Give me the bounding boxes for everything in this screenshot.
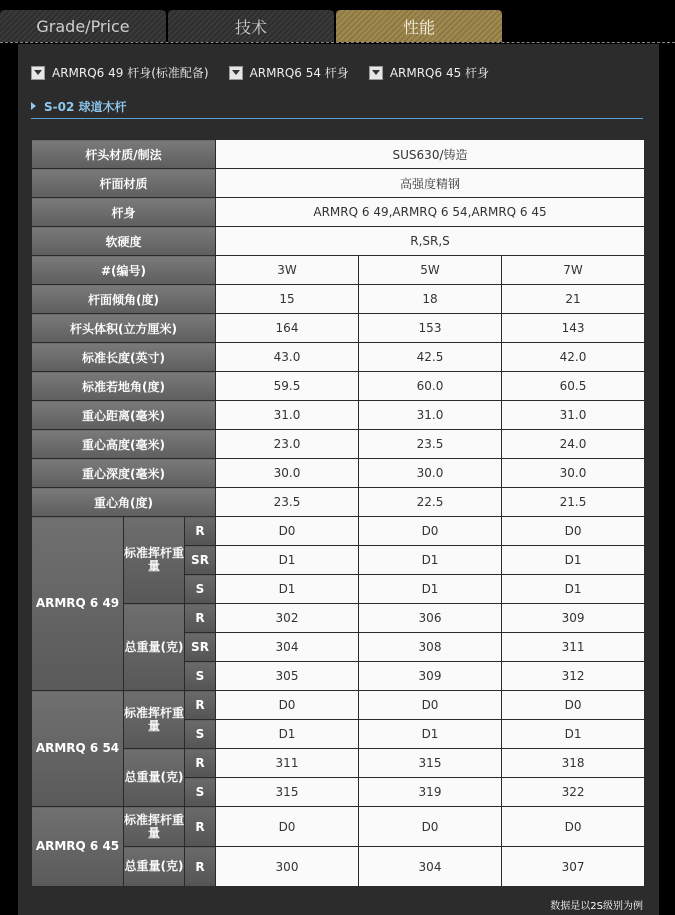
cell-value: 24.0 xyxy=(502,430,645,459)
cell-value: D0 xyxy=(502,691,645,720)
flex-label: R xyxy=(185,807,216,847)
cell-value: 31.0 xyxy=(502,401,645,430)
flex-label: R xyxy=(185,691,216,720)
cell-value: D1 xyxy=(216,575,359,604)
cell-value: 23.0 xyxy=(216,430,359,459)
cell-value: 7W xyxy=(502,256,645,285)
table-row xyxy=(32,140,645,169)
row-label: 重心距离(毫米) xyxy=(32,401,216,430)
tab-divider xyxy=(0,42,675,43)
cell-value: 60.5 xyxy=(502,372,645,401)
tab-grade-price[interactable]: Grade/Price xyxy=(0,10,166,42)
cell-value: 302 xyxy=(216,604,359,633)
tab-bar xyxy=(0,0,675,44)
table-row xyxy=(32,847,645,887)
flex-label: SR xyxy=(185,633,216,662)
cell-value: 311 xyxy=(216,749,359,778)
row-label: 重心深度(毫米) xyxy=(32,459,216,488)
cell-value: 309 xyxy=(502,604,645,633)
flex-label: S xyxy=(185,778,216,807)
cell-value: 42.0 xyxy=(502,343,645,372)
row-value: R,SR,S xyxy=(216,227,645,256)
cell-value: 60.0 xyxy=(359,372,502,401)
row-label: 标准若地角(度) xyxy=(32,372,216,401)
flex-label: R xyxy=(185,604,216,633)
cell-value: 30.0 xyxy=(502,459,645,488)
table-row xyxy=(32,401,645,430)
footnote: 数据是以2S级别为例 xyxy=(550,901,643,912)
cell-value: D1 xyxy=(359,575,502,604)
group-label-armrq6-45: ARMRQ 6 45 xyxy=(32,807,124,887)
cell-value: 153 xyxy=(359,314,502,343)
cell-value: 30.0 xyxy=(359,459,502,488)
table-row xyxy=(32,314,645,343)
dropdown-checkbox-icon[interactable] xyxy=(31,66,45,80)
cell-value: D1 xyxy=(216,720,359,749)
table-row xyxy=(32,198,645,227)
cell-value: 42.5 xyxy=(359,343,502,372)
cell-value: 23.5 xyxy=(359,430,502,459)
table-row xyxy=(32,169,645,198)
cell-value: 22.5 xyxy=(359,488,502,517)
row-label: 软硬度 xyxy=(32,227,216,256)
row-label: 重心高度(毫米) xyxy=(32,430,216,459)
cell-value: 305 xyxy=(216,662,359,691)
cell-value: D0 xyxy=(216,807,359,847)
cell-value: 31.0 xyxy=(359,401,502,430)
filter-armrq6-54[interactable] xyxy=(229,64,349,81)
spec-table xyxy=(31,139,645,887)
row-value: SUS630/铸造 xyxy=(216,140,645,169)
tab-technology[interactable]: 技术 xyxy=(168,10,334,42)
cell-value: 312 xyxy=(502,662,645,691)
cell-value: 304 xyxy=(359,847,502,887)
filter-label: ARMRQ6 54 杆身 xyxy=(249,66,349,80)
table-row xyxy=(32,517,645,546)
cell-value: 315 xyxy=(216,778,359,807)
row-label: 杆面倾角(度) xyxy=(32,285,216,314)
cell-value: D0 xyxy=(359,517,502,546)
cell-value: D0 xyxy=(359,807,502,847)
cell-value: 43.0 xyxy=(216,343,359,372)
flex-label: S xyxy=(185,720,216,749)
row-label: 杆头材质/制法 xyxy=(32,140,216,169)
group-label-armrq6-49: ARMRQ 6 49 xyxy=(32,517,124,691)
cell-value: 318 xyxy=(502,749,645,778)
cell-value: D0 xyxy=(502,517,645,546)
total-weight-label: 总重量(克) xyxy=(124,604,185,691)
section-title: S-02 球道木杆 xyxy=(44,99,127,114)
flex-label: R xyxy=(185,847,216,887)
swing-weight-label: 标准挥杆重量 xyxy=(124,691,185,749)
tab-performance[interactable]: 性能 xyxy=(336,10,502,42)
table-row xyxy=(32,430,645,459)
row-label: 杆头体积(立方厘米) xyxy=(32,314,216,343)
cell-value: 3W xyxy=(216,256,359,285)
triangle-right-icon xyxy=(31,102,36,110)
swing-weight-label: 标准挥杆重量 xyxy=(124,517,185,604)
cell-value: 15 xyxy=(216,285,359,314)
cell-value: 21.5 xyxy=(502,488,645,517)
cell-value: 18 xyxy=(359,285,502,314)
cell-value: D1 xyxy=(359,546,502,575)
cell-value: 30.0 xyxy=(216,459,359,488)
cell-value: 59.5 xyxy=(216,372,359,401)
cell-value: D0 xyxy=(502,807,645,847)
cell-value: D1 xyxy=(502,546,645,575)
table-row xyxy=(32,807,645,847)
cell-value: D0 xyxy=(216,517,359,546)
table-row xyxy=(32,343,645,372)
cell-value: 309 xyxy=(359,662,502,691)
flex-label: S xyxy=(185,662,216,691)
table-row xyxy=(32,227,645,256)
cell-value: 5W xyxy=(359,256,502,285)
cell-value: 304 xyxy=(216,633,359,662)
cell-value: D1 xyxy=(359,720,502,749)
filter-label: ARMRQ6 45 杆身 xyxy=(389,66,490,80)
row-label: 杆身 xyxy=(32,198,216,227)
cell-value: 311 xyxy=(502,633,645,662)
table-row xyxy=(32,459,645,488)
cell-value: D1 xyxy=(216,546,359,575)
total-weight-label: 总重量(克) xyxy=(124,847,185,887)
cell-value: D0 xyxy=(216,691,359,720)
cell-value: 164 xyxy=(216,314,359,343)
dropdown-checkbox-icon[interactable] xyxy=(229,66,243,80)
filter-armrq6-49[interactable] xyxy=(31,64,209,81)
cell-value: 307 xyxy=(502,847,645,887)
cell-value: 322 xyxy=(502,778,645,807)
flex-label: R xyxy=(185,517,216,546)
cell-value: D1 xyxy=(502,720,645,749)
row-label: #(编号) xyxy=(32,256,216,285)
table-row xyxy=(32,256,645,285)
flex-label: S xyxy=(185,575,216,604)
cell-value: D1 xyxy=(502,575,645,604)
cell-value: 319 xyxy=(359,778,502,807)
cell-value: 308 xyxy=(359,633,502,662)
swing-weight-label: 标准挥杆重量 xyxy=(124,807,185,847)
flex-label: SR xyxy=(185,546,216,575)
filter-armrq6-45[interactable] xyxy=(369,64,489,81)
group-label-armrq6-54: ARMRQ 6 54 xyxy=(32,691,124,807)
table-row xyxy=(32,604,645,633)
cell-value: 306 xyxy=(359,604,502,633)
filter-label: ARMRQ6 49 杆身(标准配备) xyxy=(52,66,209,80)
row-label: 标准长度(英寸) xyxy=(32,343,216,372)
section-header[interactable] xyxy=(31,94,643,119)
cell-value: 23.5 xyxy=(216,488,359,517)
table-row xyxy=(32,372,645,401)
cell-value: 21 xyxy=(502,285,645,314)
shaft-filter-list xyxy=(31,64,509,81)
cell-value: 143 xyxy=(502,314,645,343)
table-row xyxy=(32,488,645,517)
cell-value: 315 xyxy=(359,749,502,778)
row-label: 重心角(度) xyxy=(32,488,216,517)
flex-label: R xyxy=(185,749,216,778)
table-row xyxy=(32,749,645,778)
row-label: 杆面材质 xyxy=(32,169,216,198)
cell-value: D0 xyxy=(359,691,502,720)
row-value: 高强度精钢 xyxy=(216,169,645,198)
table-row xyxy=(32,285,645,314)
dropdown-checkbox-icon[interactable] xyxy=(369,66,383,80)
cell-value: 300 xyxy=(216,847,359,887)
cell-value: 31.0 xyxy=(216,401,359,430)
row-value: ARMRQ 6 49,ARMRQ 6 54,ARMRQ 6 45 xyxy=(216,198,645,227)
total-weight-label: 总重量(克) xyxy=(124,749,185,807)
table-row xyxy=(32,691,645,720)
